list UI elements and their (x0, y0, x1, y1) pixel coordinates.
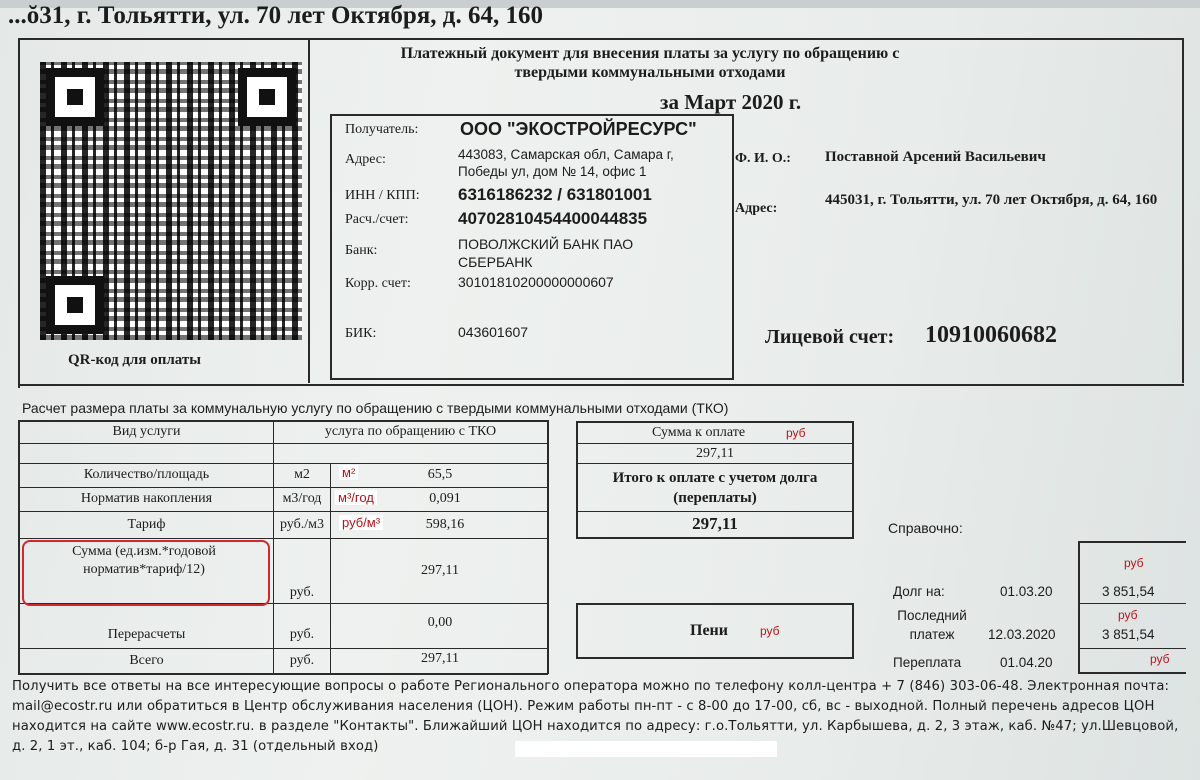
fio-value: Поставной Арсений Васильевич (825, 149, 1046, 165)
ref-debt-note: руб (1124, 556, 1144, 570)
corr-label: Корр. счет: (345, 276, 411, 291)
calc-h8 (18, 673, 548, 675)
document-title: Платежный документ для внесения платы за услугу по обращению с твердыми коммунальными отходами (400, 45, 900, 81)
bank-value: ПОВОЛЖСКИЙ БАНК ПАО СБЕРБАНК (458, 236, 634, 270)
recipient-label: Получатель: (345, 122, 419, 137)
frame-right (1182, 38, 1184, 383)
frame-qr-divider (308, 38, 310, 383)
calc-v2 (330, 463, 331, 674)
calc-row-note: руб/м³ (339, 515, 383, 530)
account-label: Расч./счет: (345, 212, 409, 227)
calc-title: Расчет размера платы за коммунальную услугу по обращению с твердыми коммунальными отходами (ТКО) (22, 400, 729, 416)
fio-label: Ф. И. О.: (735, 151, 791, 166)
calc-row-unit: руб. (289, 585, 315, 600)
calc-row-value: 65,5 (427, 467, 453, 482)
totals-h2 (576, 463, 854, 464)
ref-overpay-note: руб (1150, 652, 1170, 666)
bik-label: БИК: (345, 326, 377, 341)
calc-row-value: 0,00 (427, 615, 453, 630)
recipient-address-value: 443083, Самарская обл, Самара г, Победы ул, дом № 14, офис 1 (458, 147, 674, 179)
calc-row-value: 598,16 (425, 517, 465, 532)
frame-top (18, 38, 1184, 40)
calc-row-label: Перерасчеты (107, 627, 186, 642)
calc-h3 (18, 487, 548, 488)
ref-last-payment-value: 3 851,54 (1102, 627, 1155, 642)
personal-account-value: 10910060682 (925, 322, 1057, 348)
calc-row-value: 297,11 (421, 651, 459, 666)
ref-debt-value: 3 851,54 (1102, 584, 1155, 599)
sum-to-pay-note: руб (786, 426, 806, 440)
calc-row-unit: руб. (289, 653, 315, 668)
ref-overpay-label: Переплата (893, 655, 962, 670)
calc-row-label: Количество/площадь (83, 467, 210, 482)
frame-bottom (18, 384, 1184, 386)
calc-row-unit: м2 (294, 467, 310, 482)
recipient-value: ООО "ЭКОСТРОЙРЕСУРС" (460, 119, 697, 139)
ref-h2 (1078, 648, 1186, 649)
recipient-address-label: Адрес: (345, 152, 386, 167)
payer-address-label: Адрес: (735, 201, 778, 216)
calc-row-value: 297,11 (421, 563, 459, 578)
total-with-debt-label: Итого к оплате с учетом долга (переплаты) (612, 470, 818, 506)
calc-h0 (18, 420, 548, 422)
calc-row-note: м³/год (335, 490, 377, 505)
total-with-debt-value: 297,11 (692, 514, 738, 533)
footer-info: Получить все ответы на все интересующие вопросы о работе Регионального оператора можно по телефону колл-центра + 7 (846) 303-06-48. Электронная почта: mail@ecostr.ru или обратиться в Центр обслуживания населения (ЦОН). Режим работы пн-пт - с 8-00 до 17-00, сб, вс - выходной. Полный перечень адресов ЦОН находится на сайте www.ecostr.ru. в разделе "Контакты". Ближайший ЦОН находится по адресу: г.о.Тольятти, ул. Карбышева, д. 2, 3 этаж, каб. №47; ул.Шевцовой, д. 2, 1 эт., каб. 104; б-р Гая, д. 31 (отдельный вход) (12, 679, 1179, 754)
service-label: Вид услуги (112, 424, 181, 439)
calc-row-label: Сумма (ед.изм.*годовой норматив*тариф/12) (72, 544, 216, 577)
ref-h1 (1078, 603, 1186, 604)
totals-h1 (576, 443, 854, 444)
calc-row-label: Тариф (127, 517, 166, 532)
qr-caption: QR-код для оплаты (68, 352, 201, 368)
corr-value: 30101810200000000607 (458, 274, 614, 290)
bank-label: Банк: (345, 243, 378, 258)
calc-row-value: 0,091 (429, 491, 461, 506)
sum-to-pay-label: Сумма к оплате (652, 425, 746, 440)
ref-last-payment-note: руб (1118, 608, 1138, 622)
qr-code (40, 62, 302, 340)
service-value: услуга по обращению с ТКО (324, 424, 497, 439)
ref-last-payment-label: Последний платеж (897, 608, 967, 642)
bik-value: 043601607 (458, 324, 529, 340)
peni-label: Пени (690, 622, 728, 639)
qr-finder-tl (46, 68, 104, 126)
frame-left (18, 38, 20, 388)
totals-h3 (576, 511, 854, 512)
calc-h7 (18, 648, 548, 649)
calc-v3 (547, 420, 549, 674)
calc-h1 (18, 443, 548, 444)
peni-note: руб (760, 624, 780, 638)
inn-label: ИНН / КПП: (345, 188, 420, 203)
billing-period: за Март 2020 г. (660, 90, 802, 114)
qr-finder-bl (46, 276, 104, 334)
ref-last-payment-date: 12.03.2020 (988, 627, 1056, 642)
calc-row-unit: м3/год (282, 491, 322, 506)
sum-to-pay-value: 297,11 (696, 446, 734, 461)
ref-overpay-date: 01.04.20 (1000, 655, 1053, 670)
reference-title: Справочно: (888, 520, 963, 536)
calc-h2 (18, 463, 548, 464)
ref-debt-date: 01.03.20 (1000, 584, 1053, 599)
qr-finder-tr (238, 68, 296, 126)
redacted-strip (515, 741, 777, 757)
calc-h4 (18, 511, 548, 512)
calc-row-note: м² (339, 465, 358, 480)
ref-debt-label: Долг на: (893, 584, 945, 599)
calc-row-label: Норматив накопления (80, 491, 213, 506)
header-address: ...ŏ31, г. Тольятти, ул. 70 лет Октября, д. 64, 160 (8, 2, 543, 29)
payer-address-value: 445031, г. Тольятти, ул. 70 лет Октября, д. 64, 160 (825, 192, 1158, 208)
inn-value: 6316186232 / 631801001 (458, 185, 652, 204)
calc-row-label: Всего (129, 653, 164, 668)
calc-h5 (18, 538, 548, 539)
account-value: 40702810454400044835 (458, 209, 648, 228)
calc-row-unit: руб. (289, 627, 315, 642)
calc-row-unit: руб./м3 (279, 517, 324, 532)
personal-account-label: Лицевой счет: (765, 326, 895, 348)
